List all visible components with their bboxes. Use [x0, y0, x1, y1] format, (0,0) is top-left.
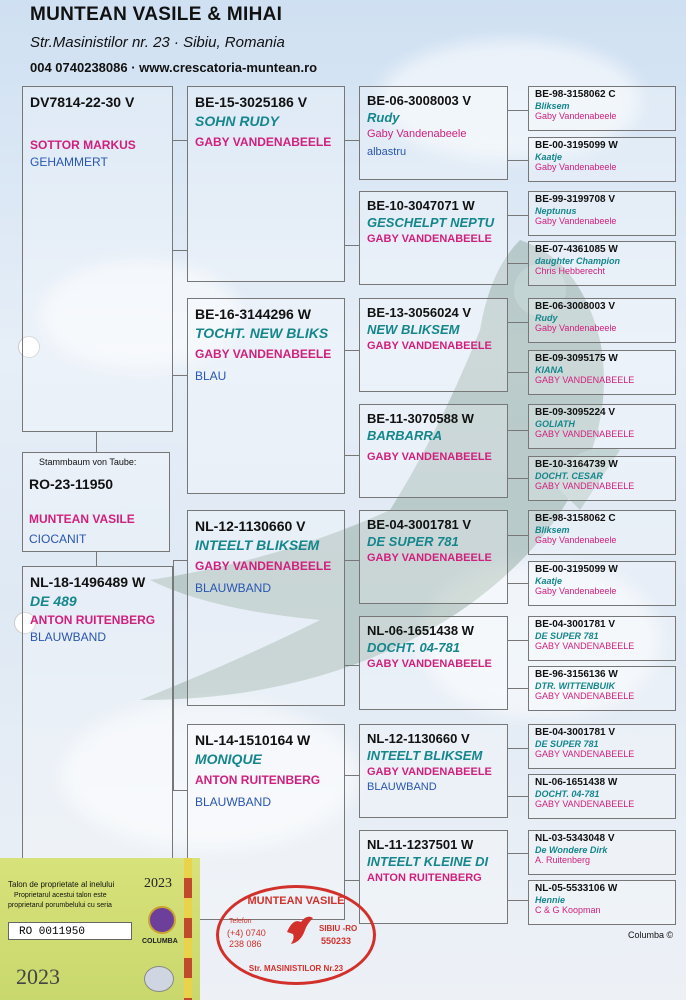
breeder-name: GABY VANDENABEELE: [535, 375, 635, 385]
connector: [508, 640, 528, 641]
talon-desc: proprietarul porumbelului cu seria: [8, 902, 112, 909]
pigeon-name: Hennie: [535, 895, 566, 905]
gen4-box[interactable]: [528, 86, 676, 131]
ring-number: BE-04-3001781 V: [535, 727, 616, 738]
breeder-address: Str.Masinistilor nr. 23 · Sibiu, Romania: [30, 34, 285, 51]
pigeon-name: MONIQUE: [195, 751, 262, 767]
stamp-bottom: Str. MASINISTILOR Nr.23: [248, 964, 344, 973]
pigeon-name: Neptunus: [535, 206, 577, 216]
pigeon-name: daughter Champion: [535, 256, 620, 266]
pigeon-name: DE SUPER 781: [535, 739, 599, 749]
breeder-name: Gaby Vandenabeele: [535, 323, 617, 333]
breeder-name: A. Ruitenberg: [535, 855, 591, 865]
ring-number: NL-06-1651438 W: [535, 777, 618, 788]
ring-number: NL-06-1651438 W: [367, 623, 474, 638]
stamp-tel2: 238 086: [229, 939, 262, 949]
breeder-name: GABY VANDENABEELE: [535, 691, 635, 701]
breeder-name: Gaby Vandenabeele: [367, 128, 467, 140]
subject-label: Stammbaum von Taube:: [39, 457, 137, 467]
connector: [173, 560, 187, 561]
pigeon-name: GOLIATH: [535, 419, 575, 429]
pigeon-name: Bliksem: [535, 101, 570, 111]
gen4-box[interactable]: [528, 241, 676, 286]
breeder-name: GABY VANDENABEELE: [535, 429, 635, 439]
ring-number: BE-09-3095175 W: [535, 353, 618, 364]
breeder-name: GABY VANDENABEELE: [367, 233, 492, 245]
ring-ownership-talon: [0, 858, 200, 1000]
ring-number: BE-00-3195099 W: [535, 564, 618, 575]
gen4-box[interactable]: [528, 137, 676, 182]
pigeon-name: GESCHELPT NEPTU: [367, 215, 495, 230]
gen3-box[interactable]: [359, 616, 508, 710]
connector: [173, 560, 174, 790]
breeder-name: GABY VANDENABEELE: [367, 340, 492, 352]
pigeon-name: SOHN RUDY: [195, 113, 280, 129]
breeder-name: GABY VANDENABEELE: [195, 347, 332, 361]
connector: [345, 350, 359, 351]
breeder-name: Gaby Vandenabeele: [535, 586, 617, 596]
pigeon-name: INTEELT KLEINE DI: [367, 854, 489, 869]
talon-desc: Proprietarul acestui talon este: [14, 892, 107, 899]
breeder-contact: 004 0740238086 · www.crescatoria-muntean.ro: [30, 60, 318, 75]
color-label: BLAUWBAND: [195, 581, 272, 595]
ring-number: BE-98-3158062 C: [535, 513, 616, 524]
ring-number: DV7814-22-30 V: [30, 94, 135, 110]
connector: [508, 322, 528, 323]
ring-number: RO-23-11950: [29, 476, 114, 492]
connector: [508, 478, 528, 479]
breeder-name: ANTON RUITENBERG: [30, 613, 156, 627]
connector: [173, 375, 187, 376]
talon-year: 2023: [144, 876, 172, 891]
ring-number: BE-06-3008003 V: [535, 301, 616, 312]
breeder-name: Chris Hebberecht: [535, 266, 606, 276]
stamp-code: 550233: [321, 936, 352, 946]
connector: [345, 880, 359, 881]
ring-number: BE-07-4361085 W: [535, 244, 618, 255]
ring-number: BE-15-3025186 V: [195, 94, 308, 110]
breeder-name: Gaby Vandenabeele: [535, 216, 617, 226]
connector: [345, 665, 359, 666]
breeder-name: GABY VANDENABEELE: [367, 552, 492, 564]
breeder-name: GABY VANDENABEELE: [367, 451, 492, 463]
columba-logo-icon: [148, 906, 176, 934]
pigeon-name: NEW BLIKSEM: [367, 322, 460, 337]
connector: [345, 775, 359, 776]
color-label: BLAUWBAND: [30, 630, 107, 644]
pigeon-name: DE 489: [30, 593, 77, 609]
connector: [508, 796, 528, 797]
ring-number: BE-10-3047071 W: [367, 198, 475, 213]
breeder-name: Gaby Vandenabeele: [535, 535, 617, 545]
breeder-name: GABY VANDENABEELE: [535, 641, 635, 651]
ring-number: BE-96-3156136 W: [535, 669, 618, 680]
ring-number: NL-05-5533106 W: [535, 883, 618, 894]
color-label: BLAUWBAND: [195, 795, 272, 809]
color-label: BLAUWBAND: [367, 781, 437, 793]
gen4-box[interactable]: [528, 774, 676, 819]
pigeon-name: Kaatje: [535, 576, 563, 586]
connector: [508, 160, 528, 161]
talon-year-large: 2023: [16, 964, 60, 989]
gen4-box[interactable]: [528, 561, 676, 606]
gen4-box[interactable]: [528, 456, 676, 501]
breeder-name: GABY VANDENABEELE: [367, 658, 492, 670]
pigeon-name: Kaatje: [535, 152, 563, 162]
pigeon-name: DOCHT. CESAR: [535, 471, 603, 481]
pigeon-name: Rudy: [535, 313, 558, 323]
pigeon-name: DOCHT. 04-781: [367, 640, 460, 655]
sire-box[interactable]: [22, 86, 173, 432]
ring-number: NL-12-1130660 V: [367, 731, 470, 746]
breeder-name: GABY VANDENABEELE: [367, 766, 492, 778]
gen3-box[interactable]: [359, 830, 508, 924]
pigeon-name: Rudy: [367, 110, 400, 125]
color-label: CIOCANIT: [29, 532, 87, 546]
breeder-name: SOTTOR MARKUS: [30, 138, 136, 152]
breeder-name: GABY VANDENABEELE: [535, 749, 635, 759]
connector: [508, 900, 528, 901]
pigeon-name: Bliksem: [535, 525, 570, 535]
ring-number: BE-09-3095224 V: [535, 407, 616, 418]
connector: [508, 583, 528, 584]
breeder-title: MUNTEAN VASILE & MIHAI: [30, 4, 283, 25]
breeder-name: ANTON RUITENBERG: [195, 773, 321, 787]
connector: [508, 853, 528, 854]
connector: [173, 250, 187, 251]
gen2-box[interactable]: [187, 298, 345, 494]
ring-number: NL-11-1237501 W: [367, 837, 474, 852]
pigeon-name: BARBARRA: [367, 428, 443, 443]
gen4-box[interactable]: [528, 880, 676, 925]
ring-number: BE-00-3195099 W: [535, 140, 618, 151]
pigeon-name: DTR. WITTENBUIK: [535, 681, 615, 691]
talon-title: Talon de proprietate al inelului: [8, 880, 115, 889]
stamp-top: MUNTEAN VASILE: [247, 895, 345, 907]
gen3-box[interactable]: [359, 724, 508, 818]
gen4-box[interactable]: [528, 350, 676, 395]
gen2-box[interactable]: [187, 510, 345, 706]
bird-emblem-icon: [144, 966, 174, 992]
breeder-name: GABY VANDENABEELE: [535, 481, 635, 491]
connector: [173, 140, 187, 141]
ring-number: NL-03-5343048 V: [535, 833, 615, 844]
connector: [345, 245, 359, 246]
connector: [345, 560, 359, 561]
gen4-box[interactable]: [528, 510, 676, 555]
ring-number: BE-11-3070588 W: [367, 411, 474, 426]
ring-number: BE-10-3164739 W: [535, 459, 618, 470]
pigeon-name: TOCHT. NEW BLIKS: [195, 325, 329, 341]
ring-number: BE-04-3001781 V: [367, 517, 472, 532]
gen4-box[interactable]: [528, 298, 676, 343]
color-label: albastru: [367, 146, 407, 158]
ring-number: BE-04-3001781 V: [535, 619, 616, 630]
pigeon-name: INTEELT BLIKSEM: [367, 748, 483, 763]
breeder-name: GABY VANDENABEELE: [195, 559, 332, 573]
connector: [345, 455, 359, 456]
gen4-box[interactable]: [528, 616, 676, 661]
pigeon-name: De Wondere Dirk: [535, 845, 608, 855]
talon-serial: RO 0011950: [8, 922, 132, 940]
connector: [96, 432, 97, 452]
ring-number: NL-12-1130660 V: [195, 518, 306, 534]
ring-number: BE-13-3056024 V: [367, 305, 472, 320]
connector: [508, 535, 528, 536]
pigeon-name: DE SUPER 781: [367, 534, 459, 549]
gen4-box[interactable]: [528, 724, 676, 769]
connector: [508, 748, 528, 749]
footer-credit: Columba ©: [628, 930, 674, 940]
pigeon-name: INTEELT BLIKSEM: [195, 537, 320, 553]
gen3-box[interactable]: [359, 191, 508, 285]
dam-box[interactable]: [22, 566, 173, 860]
stamp-city: SIBIU -RO: [319, 924, 358, 933]
color-label: GEHAMMERT: [30, 155, 108, 169]
ring-number: BE-16-3144296 W: [195, 306, 311, 322]
pigeon-name: DE SUPER 781: [535, 631, 599, 641]
breeder-name: ANTON RUITENBERG: [367, 872, 482, 884]
color-label: BLAU: [195, 369, 227, 383]
ring-number: BE-06-3008003 V: [367, 93, 472, 108]
ring-number: BE-98-3158062 C: [535, 89, 616, 100]
connector: [508, 263, 528, 264]
ring-number: NL-18-1496489 W: [30, 574, 146, 590]
pigeon-name: KIANA: [535, 365, 564, 375]
ring-number: BE-99-3199708 V: [535, 194, 616, 205]
gen4-box[interactable]: [528, 666, 676, 711]
connector: [508, 688, 528, 689]
breeder-name: Gaby Vandenabeele: [535, 111, 617, 121]
gen2-box[interactable]: [187, 86, 345, 282]
stamp-tel-label: Telefon: [229, 918, 252, 925]
pigeon-name: DOCHT. 04-781: [535, 789, 600, 799]
breeder-name: C & G Koopman: [535, 905, 601, 915]
connector: [508, 110, 528, 111]
gen3-box[interactable]: [359, 510, 508, 604]
connector: [345, 140, 359, 141]
subject-box[interactable]: [22, 452, 170, 552]
gen3-box[interactable]: [359, 86, 508, 180]
connector: [508, 430, 528, 431]
connector: [508, 215, 528, 216]
gen4-box[interactable]: [528, 830, 676, 875]
dove-icon: [283, 912, 315, 948]
connector: [508, 372, 528, 373]
connector: [96, 552, 97, 566]
connector: [173, 790, 187, 791]
stamp-tel1: (+4) 0740: [227, 928, 266, 938]
breeder-name: MUNTEAN VASILE: [29, 512, 135, 526]
gen3-box[interactable]: [359, 298, 508, 392]
talon-strip: [184, 858, 192, 1000]
ring-number: NL-14-1510164 W: [195, 732, 311, 748]
breeder-name: Gaby Vandenabeele: [535, 162, 617, 172]
talon-brand: COLUMBA: [142, 938, 178, 945]
gen4-box[interactable]: [528, 191, 676, 236]
breeder-name: GABY VANDENABEELE: [195, 135, 332, 149]
gen3-box[interactable]: [359, 404, 508, 498]
breeder-name: GABY VANDENABEELE: [535, 799, 635, 809]
breeder-stamp: [216, 885, 376, 985]
gen4-box[interactable]: [528, 404, 676, 449]
